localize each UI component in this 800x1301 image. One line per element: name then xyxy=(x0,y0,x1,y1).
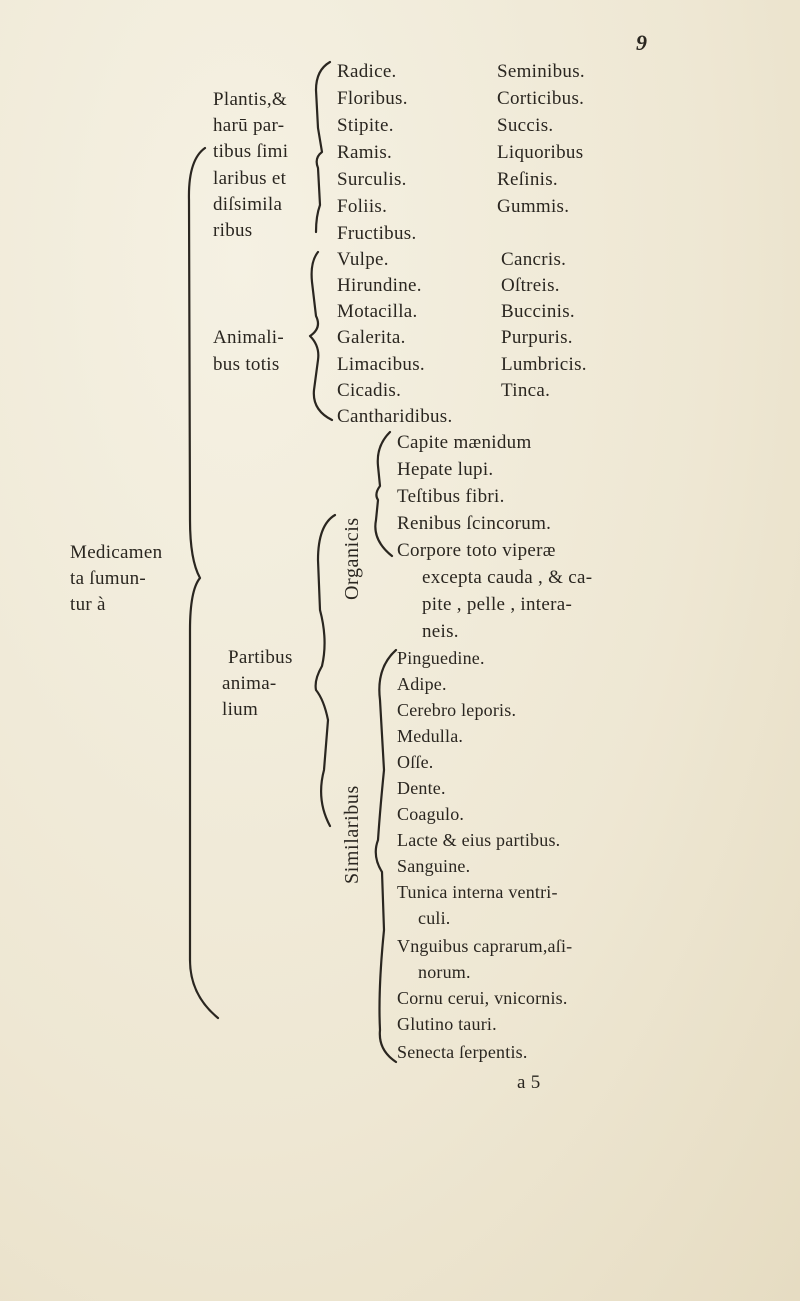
parts-label-line: lium xyxy=(222,699,259,720)
root-label-line: tur à xyxy=(70,594,106,615)
animals-item: Cicadis. xyxy=(337,380,402,401)
plants-item: Ramis. xyxy=(337,142,393,163)
plants-item: Fructibus. xyxy=(337,223,417,244)
animals-item: Motacilla. xyxy=(337,301,418,322)
animals-item: Vulpe. xyxy=(337,249,389,270)
plants-label-line: harū par- xyxy=(213,115,285,136)
plants-item: Reſinis. xyxy=(497,169,558,190)
animals-item: Buccinis. xyxy=(501,301,575,322)
root-label-line: ta ſumun- xyxy=(70,568,147,589)
similar-item: norum. xyxy=(418,962,471,982)
similar-item: Pinguedine. xyxy=(397,648,485,668)
similar-item: Cerebro leporis. xyxy=(397,700,517,720)
organic-item: Capite mænidum xyxy=(397,432,532,453)
plants-label-line: laribus et xyxy=(213,168,287,189)
parts-label-line: Partibus xyxy=(228,647,293,668)
similar-brace xyxy=(376,650,396,1062)
similar-item: Coagulo. xyxy=(397,804,465,824)
plants-item: Radice. xyxy=(337,61,397,82)
organic-item: Hepate lupi. xyxy=(397,459,494,480)
similar-label: Similaribus xyxy=(341,785,363,884)
animals-item: Galerita. xyxy=(337,327,406,348)
plants-item: Gummis. xyxy=(497,196,570,217)
organic-label: Organicis xyxy=(341,517,363,600)
organic-item: neis. xyxy=(422,621,459,642)
similar-item: Vnguibus caprarum,aſi- xyxy=(397,936,573,956)
organic-item: Teſtibus fibri. xyxy=(397,486,505,507)
similar-item: Dente. xyxy=(397,778,446,798)
animals-item: Lumbricis. xyxy=(501,354,587,375)
plants-item: Succis. xyxy=(497,115,554,136)
similar-item: Glutino tauri. xyxy=(397,1014,497,1034)
similar-item: Medulla. xyxy=(397,726,464,746)
plants-item: Corticibus. xyxy=(497,88,585,109)
plants-label-line: tibus ſimi xyxy=(213,141,289,162)
parts-label-line: anima- xyxy=(222,673,277,694)
root-brace xyxy=(189,148,218,1018)
similar-item: Tunica interna ventri- xyxy=(397,882,558,902)
similar-item: culi. xyxy=(418,908,451,928)
animals-item: Purpuris. xyxy=(501,327,573,348)
plants-brace xyxy=(316,62,330,232)
organic-brace xyxy=(375,432,392,556)
animals-label-line: Animali- xyxy=(213,327,284,348)
plants-item: Floribus. xyxy=(337,88,408,109)
animals-item: Hirundine. xyxy=(337,275,422,296)
similar-item: Senecta ſerpentis. xyxy=(397,1042,528,1062)
plants-label-line: ribus xyxy=(213,220,253,241)
animals-brace xyxy=(310,252,332,420)
plants-item: Liquoribus xyxy=(497,142,584,163)
plants-label-line: diſsimila xyxy=(213,194,283,215)
organic-item: Corpore toto viperæ xyxy=(397,540,556,561)
similar-item: Adipe. xyxy=(397,674,447,694)
plants-label-line: Plantis,& xyxy=(213,89,287,110)
animals-item: Cantharidibus. xyxy=(337,406,453,427)
root-label-line: Medicamen xyxy=(70,542,163,563)
similar-item: Cornu cerui, vnicornis. xyxy=(397,988,568,1008)
organic-item: pite , pelle , intera- xyxy=(422,594,573,615)
similar-item: Lacte & eius partibus. xyxy=(397,830,561,850)
animals-item: Oſtreis. xyxy=(501,275,560,296)
animals-item: Tinca. xyxy=(501,380,551,401)
plants-item: Foliis. xyxy=(337,196,388,217)
organic-item: Renibus ſcincorum. xyxy=(397,513,552,534)
similar-item: Oſſe. xyxy=(397,752,434,772)
plants-item: Surculis. xyxy=(337,169,407,190)
animals-label-line: bus totis xyxy=(213,354,280,375)
signature-mark: a 5 xyxy=(517,1072,541,1093)
similar-item: Sanguine. xyxy=(397,856,471,876)
animals-item: Cancris. xyxy=(501,249,567,270)
page-number: 9 xyxy=(636,30,647,55)
organic-item: excepta cauda , & ca- xyxy=(422,567,593,588)
plants-item: Stipite. xyxy=(337,115,394,136)
plants-item: Seminibus. xyxy=(497,61,585,82)
parts-brace xyxy=(316,515,335,826)
animals-item: Limacibus. xyxy=(337,354,425,375)
